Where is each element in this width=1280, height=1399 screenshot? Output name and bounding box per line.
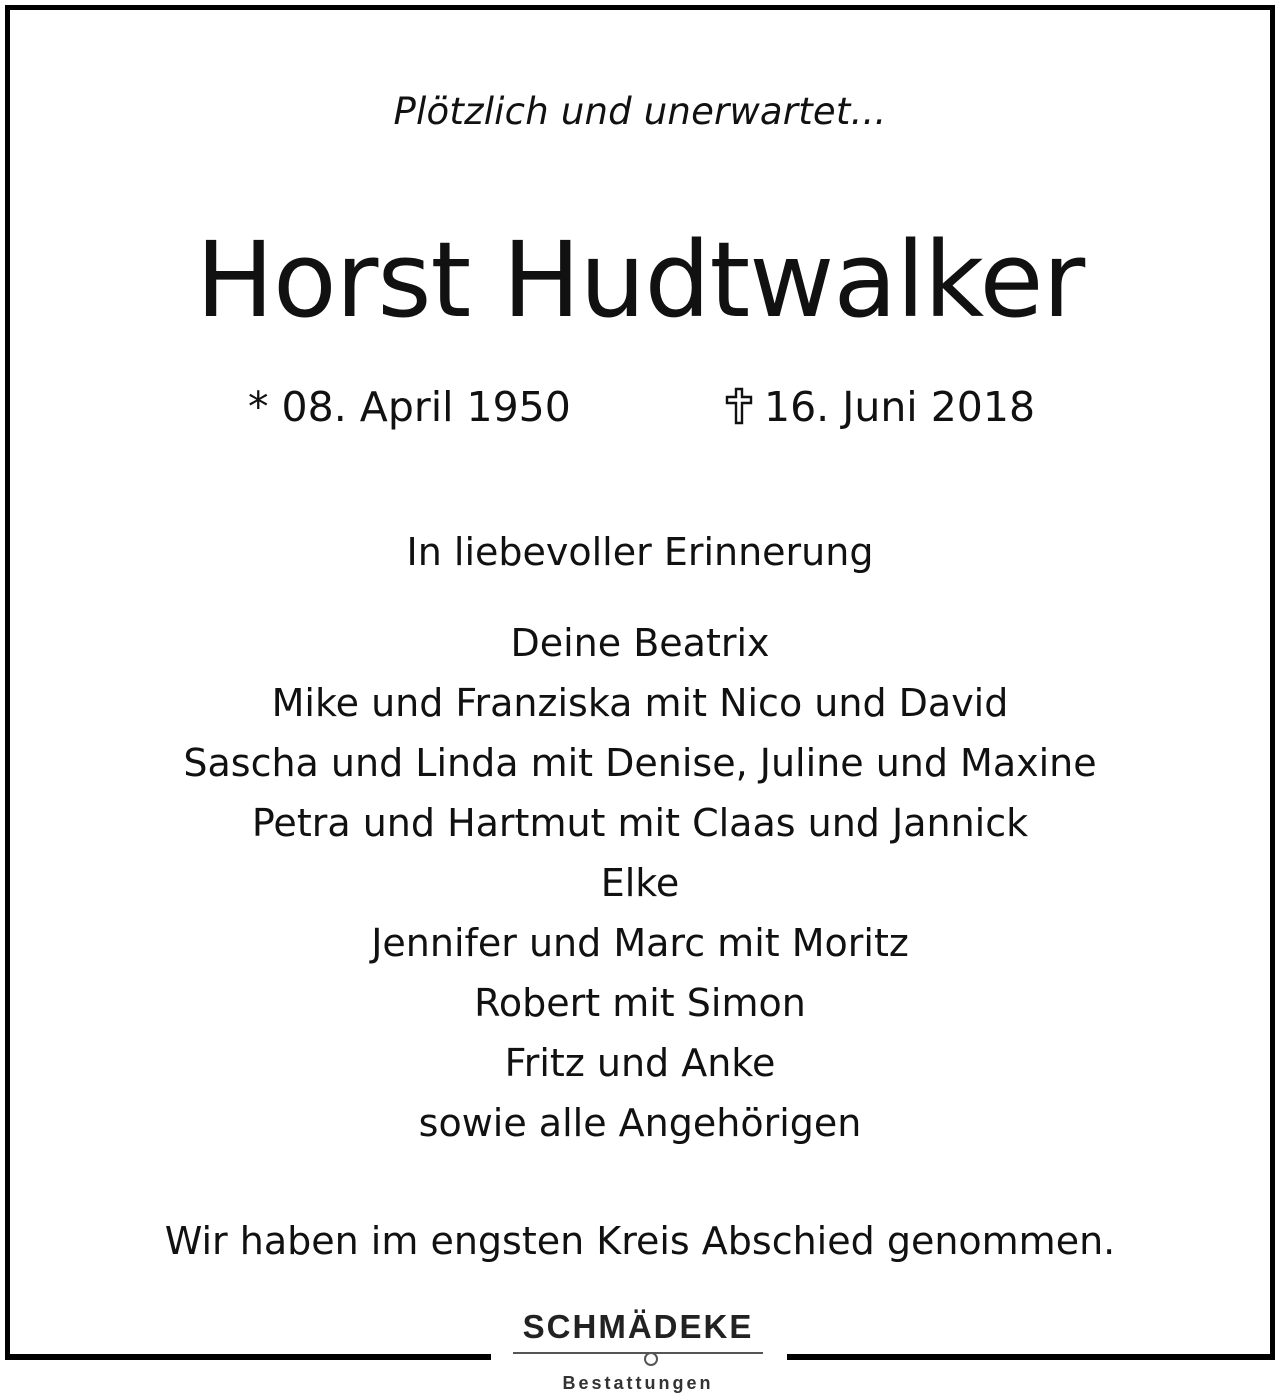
intro-line: Plötzlich und unerwartet... (393, 90, 887, 133)
funeral-home-logo (495, 1300, 781, 1399)
logo-subtitle: Bestattungen (562, 1373, 714, 1393)
list-item: Petra und Hartmut mit Claas und Jannick (251, 801, 1029, 845)
list-item: Robert mit Simon (474, 981, 806, 1025)
remembrance-line: In liebevoller Erinnerung (406, 530, 874, 574)
list-item: sowie alle Angehörigen (418, 1101, 862, 1145)
list-item: Elke (600, 861, 680, 905)
death-date: 16. Juni 2018 (764, 383, 1036, 431)
logo-name: SCHMÄDEKE (522, 1308, 754, 1345)
deceased-name: Horst Hudtwalker (195, 219, 1085, 341)
mourners-list (0, 615, 1280, 1155)
farewell-line: Wir haben im engsten Kreis Abschied genommen. (164, 1219, 1116, 1263)
cross-icon (724, 387, 754, 425)
death-date-line (724, 383, 1035, 431)
list-item: Fritz und Anke (504, 1041, 776, 1085)
notice-border-bottom-right (787, 1354, 1270, 1360)
list-item: Mike und Franziska mit Nico und David (271, 681, 1009, 725)
list-item: Jennifer und Marc mit Moritz (371, 921, 909, 965)
birth-date: * 08. April 1950 (248, 383, 571, 431)
ornament-icon (513, 1349, 763, 1371)
notice-border-bottom-left (5, 1354, 491, 1360)
list-item: Deine Beatrix (510, 621, 770, 665)
list-item: Sascha und Linda mit Denise, Juline und Maxine (183, 741, 1097, 785)
